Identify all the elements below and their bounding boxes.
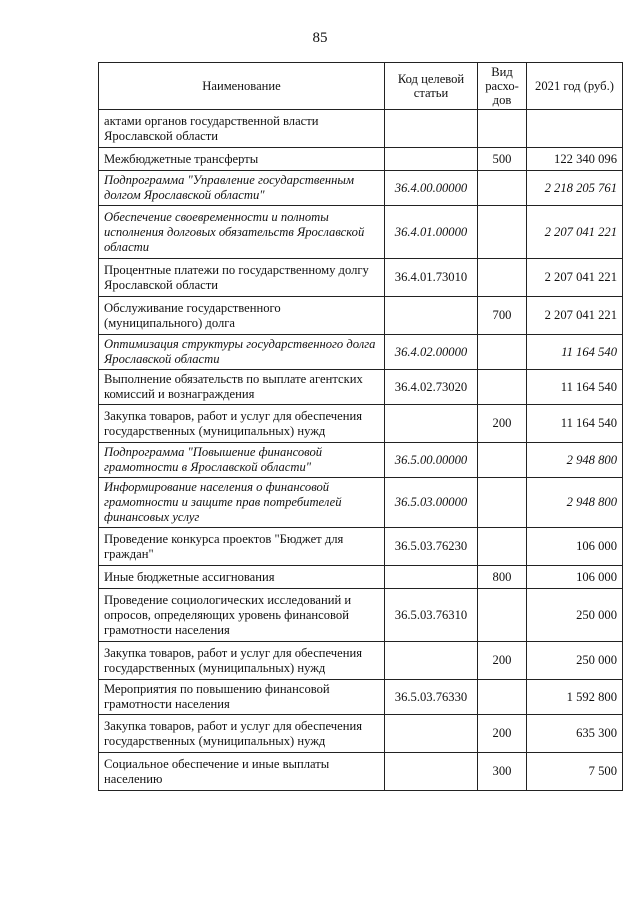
row-code-cell [385,148,478,171]
row-amount-cell: 11 164 540 [527,370,623,405]
table-row [99,680,623,715]
row-amount-cell: 1 592 800 [527,680,623,715]
row-name-cell: Обеспечение своевременности и полноты исполнения долговых обязательств Ярославской области [99,206,385,259]
row-code-cell: 36.4.01.00000 [385,206,478,259]
row-code-cell [385,566,478,589]
row-code-cell: 36.4.02.00000 [385,335,478,370]
row-type-cell: 800 [478,566,527,589]
row-amount-cell: 106 000 [527,528,623,566]
table-row [99,206,623,259]
row-code-cell: 36.5.03.00000 [385,478,478,528]
row-code-cell [385,715,478,753]
row-name-cell: Проведение конкурса проектов "Бюджет для граждан" [99,528,385,566]
row-amount-cell: 250 000 [527,589,623,642]
row-name-cell: Подпрограмма "Повышение финансовой грамотности в Ярославской области" [99,443,385,478]
budget-table [98,62,623,791]
table-row [99,335,623,370]
row-type-cell [478,478,527,528]
row-type-cell: 200 [478,642,527,680]
table-header-row [99,63,623,110]
row-code-cell: 36.5.03.76330 [385,680,478,715]
table-row [99,297,623,335]
row-type-cell [478,443,527,478]
row-name-cell: Закупка товаров, работ и услуг для обеспечения государственных (муниципальных) нужд [99,405,385,443]
table-row [99,478,623,528]
row-type-cell [478,680,527,715]
row-type-cell [478,110,527,148]
header-name: Наименование [99,63,385,110]
row-code-cell [385,753,478,791]
table-row [99,566,623,589]
page-number: 85 [312,30,328,46]
row-type-cell [478,206,527,259]
row-name-cell: Процентные платежи по государственному долгу Ярославской области [99,259,385,297]
row-amount-cell: 11 164 540 [527,405,623,443]
row-name-cell: Оптимизация структуры государственного долга Ярославской области [99,335,385,370]
table-row [99,148,623,171]
row-name-cell: Информирование населения о финансовой грамотности и защите прав потребителей финансовых услуг [99,478,385,528]
row-type-cell: 200 [478,715,527,753]
row-code-cell [385,110,478,148]
row-name-cell: Обслуживание государственного (муниципального) долга [99,297,385,335]
row-code-cell: 36.4.01.73010 [385,259,478,297]
row-name-cell: актами органов государственной власти Ярославской области [99,110,385,148]
row-amount-cell: 7 500 [527,753,623,791]
row-name-cell: Закупка товаров, работ и услуг для обеспечения государственных (муниципальных) нужд [99,642,385,680]
row-type-cell [478,528,527,566]
row-type-cell [478,171,527,206]
header-type: Вид расхо- дов [478,63,527,110]
table-row [99,405,623,443]
row-type-cell: 300 [478,753,527,791]
row-amount-cell: 250 000 [527,642,623,680]
row-amount-cell: 2 948 800 [527,478,623,528]
header-code: Код целевой статьи [385,63,478,110]
row-amount-cell: 122 340 096 [527,148,623,171]
table-row [99,443,623,478]
table-row [99,110,623,148]
row-code-cell [385,405,478,443]
row-amount-cell [527,110,623,148]
row-amount-cell: 11 164 540 [527,335,623,370]
row-code-cell: 36.4.02.73020 [385,370,478,405]
row-name-cell: Проведение социологических исследований и опросов, определяющих уровень финансовой грамотности населения [99,589,385,642]
table-row [99,528,623,566]
row-type-cell [478,335,527,370]
row-code-cell: 36.5.03.76310 [385,589,478,642]
row-code-cell [385,297,478,335]
row-name-cell: Выполнение обязательств по выплате агентских комиссий и вознаграждения [99,370,385,405]
row-type-cell [478,589,527,642]
row-amount-cell: 2 207 041 221 [527,259,623,297]
row-name-cell: Закупка товаров, работ и услуг для обеспечения государственных (муниципальных) нужд [99,715,385,753]
table-body [99,110,623,791]
row-amount-cell: 2 948 800 [527,443,623,478]
row-amount-cell: 635 300 [527,715,623,753]
row-amount-cell: 2 218 205 761 [527,171,623,206]
table-row [99,370,623,405]
row-code-cell: 36.4.00.00000 [385,171,478,206]
table-row [99,753,623,791]
row-type-cell: 700 [478,297,527,335]
row-name-cell: Социальное обеспечение и иные выплаты населению [99,753,385,791]
row-code-cell [385,642,478,680]
row-code-cell: 36.5.03.76230 [385,528,478,566]
table-row [99,715,623,753]
row-type-cell [478,259,527,297]
row-amount-cell: 2 207 041 221 [527,206,623,259]
row-name-cell: Подпрограмма "Управление государственным долгом Ярославской области" [99,171,385,206]
table-row [99,642,623,680]
row-code-cell: 36.5.00.00000 [385,443,478,478]
row-amount-cell: 2 207 041 221 [527,297,623,335]
table-row [99,259,623,297]
row-name-cell: Мероприятия по повышению финансовой грамотности населения [99,680,385,715]
row-type-cell [478,370,527,405]
row-amount-cell: 106 000 [527,566,623,589]
header-amount: 2021 год (руб.) [527,63,623,110]
table-row [99,171,623,206]
table-row [99,589,623,642]
row-type-cell: 500 [478,148,527,171]
row-type-cell: 200 [478,405,527,443]
row-name-cell: Иные бюджетные ассигнования [99,566,385,589]
row-name-cell: Межбюджетные трансферты [99,148,385,171]
